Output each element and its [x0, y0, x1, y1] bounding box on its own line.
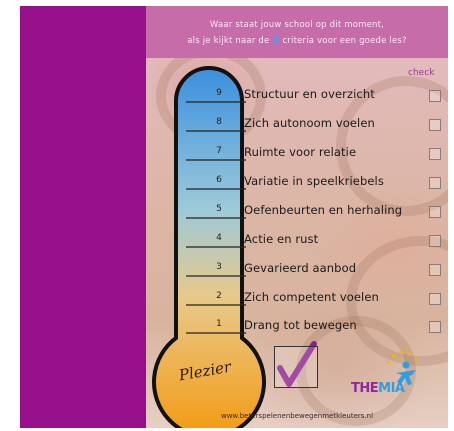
- criterion-checkbox[interactable]: [429, 119, 441, 131]
- level-label: 2: [216, 291, 222, 301]
- criterion-label: Zich autonoom voelen: [244, 116, 375, 130]
- level-label: 6: [216, 175, 222, 185]
- footer-website-url: www.beterspelenenbewegenmetkleuters.nl: [220, 412, 374, 420]
- criterion-checkbox[interactable]: [429, 321, 441, 333]
- criterion-checkbox[interactable]: [429, 264, 441, 276]
- header-question-line2: als je kijkt naar de 9 criteria voor een goede les?: [187, 35, 407, 46]
- level-label: 3: [216, 262, 222, 272]
- themia-logo-text: THEMIA: [351, 381, 405, 396]
- criterion-label: Drang tot bewegen: [244, 318, 357, 332]
- criteria-count: 9: [272, 35, 280, 46]
- criterion-label: Structuur en overzicht: [244, 87, 375, 101]
- purple-side-panel: [20, 6, 146, 428]
- level-label: 9: [216, 88, 222, 98]
- criterion-label: Ruimte voor relatie: [244, 145, 357, 159]
- criterion-checkbox[interactable]: [429, 90, 441, 102]
- criterion-label: Oefenbeurten en herhaling: [244, 203, 403, 217]
- level-label: 8: [216, 117, 222, 127]
- themia-logo-graphic: [346, 346, 436, 406]
- level-label: 7: [216, 146, 222, 156]
- thermometer-poster: [146, 6, 448, 428]
- criterion-checkbox[interactable]: [429, 235, 441, 247]
- criterion-checkbox[interactable]: [429, 293, 441, 305]
- bulb-label: Plezier: [177, 357, 233, 385]
- criterion-label: Gevarieerd aanbod: [244, 261, 357, 275]
- criterion-checkbox[interactable]: [429, 177, 441, 189]
- level-label: 4: [216, 233, 222, 243]
- criterion-checkbox[interactable]: [429, 206, 441, 218]
- big-checkbox[interactable]: [274, 346, 318, 388]
- criterion-checkbox[interactable]: [429, 148, 441, 160]
- level-label: 1: [216, 319, 222, 329]
- criterion-label: Zich competent voelen: [244, 290, 379, 304]
- check-column-label: check: [408, 68, 435, 78]
- level-label: 5: [216, 204, 222, 214]
- criterion-label: Variatie in speelkriebels: [244, 174, 384, 188]
- criterion-label: Actie en rust: [244, 232, 319, 246]
- header-question-line1: Waar staat jouw school op dit moment,: [209, 20, 385, 30]
